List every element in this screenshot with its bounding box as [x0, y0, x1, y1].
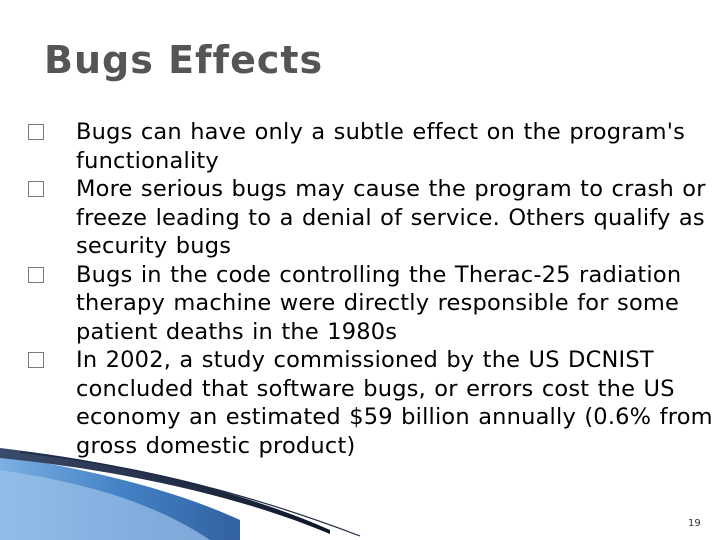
bullet-item	[28, 175, 718, 261]
bullet-item	[28, 346, 718, 460]
bullet-text: Bugs can have only a subtle effect on the program's functionality	[76, 119, 686, 174]
bullet-item	[28, 118, 718, 175]
bullet-text: More serious bugs may cause the program to crash or freeze leading to a denial of service. Others qualify as security bugs	[76, 176, 706, 259]
checkbox-bullet-icon	[28, 352, 44, 368]
bullet-text: In 2002, a study commissioned by the US DCNIST concluded that software bugs, or errors cost the US economy an estimated $59 billion annually (0.6% from gross domestic product)	[76, 347, 713, 459]
bullet-item	[28, 261, 718, 347]
page-number: 19	[688, 518, 701, 529]
bullet-text: Bugs in the code controlling the Therac-25 radiation therapy machine were directly responsible for some patient deaths in the 1980s	[76, 261, 682, 345]
checkbox-bullet-icon	[28, 267, 44, 283]
checkbox-bullet-icon	[28, 124, 44, 140]
bullet-list	[28, 118, 718, 460]
checkbox-bullet-icon	[28, 181, 44, 197]
slide-title: Bugs Effects	[44, 38, 324, 82]
